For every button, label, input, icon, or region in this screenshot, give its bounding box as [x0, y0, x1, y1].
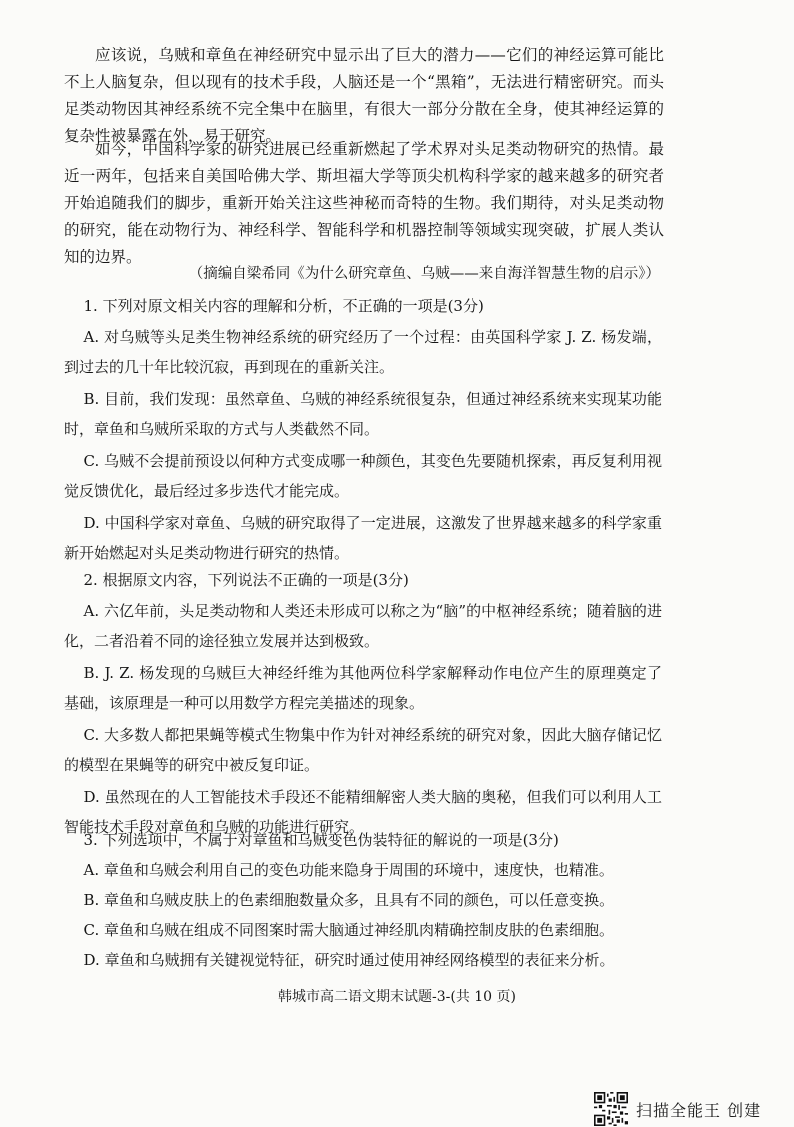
question-3-option-b: B. 章鱼和乌贼皮肤上的色素细胞数量众多，且具有不同的颜色，可以任意变换。	[83, 891, 615, 909]
question-2-option-a: A. 六亿年前，头足类动物和人类还未形成可以称之为“脑”的中枢神经系统；随着脑的进化，二者沿着不同的途径独立发展并达到极致。	[64, 602, 662, 650]
passage-paragraph-1: 应该说，乌贼和章鱼在神经研究中显示出了巨大的潜力——它们的神经运算可能比不上人脑复杂，但以现有的技术手段，人脑还是一个“黑箱”，无法进行精密研究。而头足类动物因其神经系统不完全集中在脑里，有很大一部分分散在全身，使其神经运算的复杂性被暴露在外，易于研究。	[64, 46, 664, 145]
passage-paragraph-2: 如今，中国科学家的研究进展已经重新燃起了学术界对头足类动物研究的热情。最近一两年，包括来自美国哈佛大学、斯坦福大学等顶尖机构科学家的越来越多的研究者开始追随我们的脚步，重新开始关注这些神秘而奇特的生物。我们期待，对头足类动物的研究，能在动物行为、神经科学、智能科学和机器控制等领域实现突破，扩展人类认知的边界。	[64, 140, 664, 266]
page-footer: 韩城市高二语文期末试题-3-(共 10 页)	[277, 989, 516, 1005]
question-2-option-b: B. J. Z. 杨发现的乌贼巨大神经纤维为其他两位科学家解释动作电位产生的原理奠定了基础，该原理是一种可以用数学方程完美描述的现象。	[64, 664, 662, 712]
passage-source: （摘编自梁希同《为什么研究章鱼、乌贼——来自海洋智慧生物的启示》）	[188, 266, 660, 282]
question-3-option-a: A. 章鱼和乌贼会利用自己的变色功能来隐身于周围的环境中，速度快，也精准。	[83, 861, 614, 879]
question-1-option-b: B. 目前，我们发现：虽然章鱼、乌贼的神经系统很复杂，但通过神经系统来实现某功能时，章鱼和乌贼所采取的方式与人类截然不同。	[64, 390, 662, 438]
question-1-stem: 1. 下列对原文相关内容的理解和分析，不正确的一项是(3分)	[83, 297, 484, 315]
question-3-stem: 3. 下列选项中，不属于对章鱼和乌贼变色伪装特征的解说的一项是(3分)	[83, 831, 559, 849]
question-2-stem: 2. 根据原文内容，下列说法不正确的一项是(3分)	[83, 571, 409, 589]
question-1-option-d: D. 中国科学家对章鱼、乌贼的研究取得了一定进展，这激发了世界越来越多的科学家重新开始燃起对头足类动物进行研究的热情。	[64, 514, 662, 562]
scanner-watermark	[594, 1091, 761, 1127]
question-1-option-a: A. 对乌贼等头足类生物神经系统的研究经历了一个过程：由英国科学家 J. Z. 杨发端，到过去的几十年比较沉寂，再到现在的重新关注。	[64, 328, 662, 376]
question-1-option-c: C. 乌贼不会提前预设以何种方式变成哪一种颜色，其变色先要随机探索，再反复利用视觉反馈优化，最后经过多步迭代才能完成。	[64, 452, 662, 500]
question-3-option-d: D. 章鱼和乌贼拥有关键视觉特征，研究时通过使用神经网络模型的表征来分析。	[83, 951, 615, 969]
question-2-option-d: D. 虽然现在的人工智能技术手段还不能精细解密人类大脑的奥秘，但我们可以利用人工智能技术手段对章鱼和乌贼的功能进行研究。	[64, 788, 662, 836]
qr-code-icon	[594, 1092, 628, 1126]
scanner-watermark-text: 扫描全能王 创建	[636, 1100, 762, 1120]
question-3-option-c: C. 章鱼和乌贼在组成不同图案时需大脑通过神经肌肉精确控制皮肤的色素细胞。	[83, 921, 614, 939]
question-2-option-c: C. 大多数人都把果蝇等模式生物集中作为针对神经系统的研究对象，因此大脑存储记忆的模型在果蝇等的研究中被反复印证。	[64, 726, 662, 774]
